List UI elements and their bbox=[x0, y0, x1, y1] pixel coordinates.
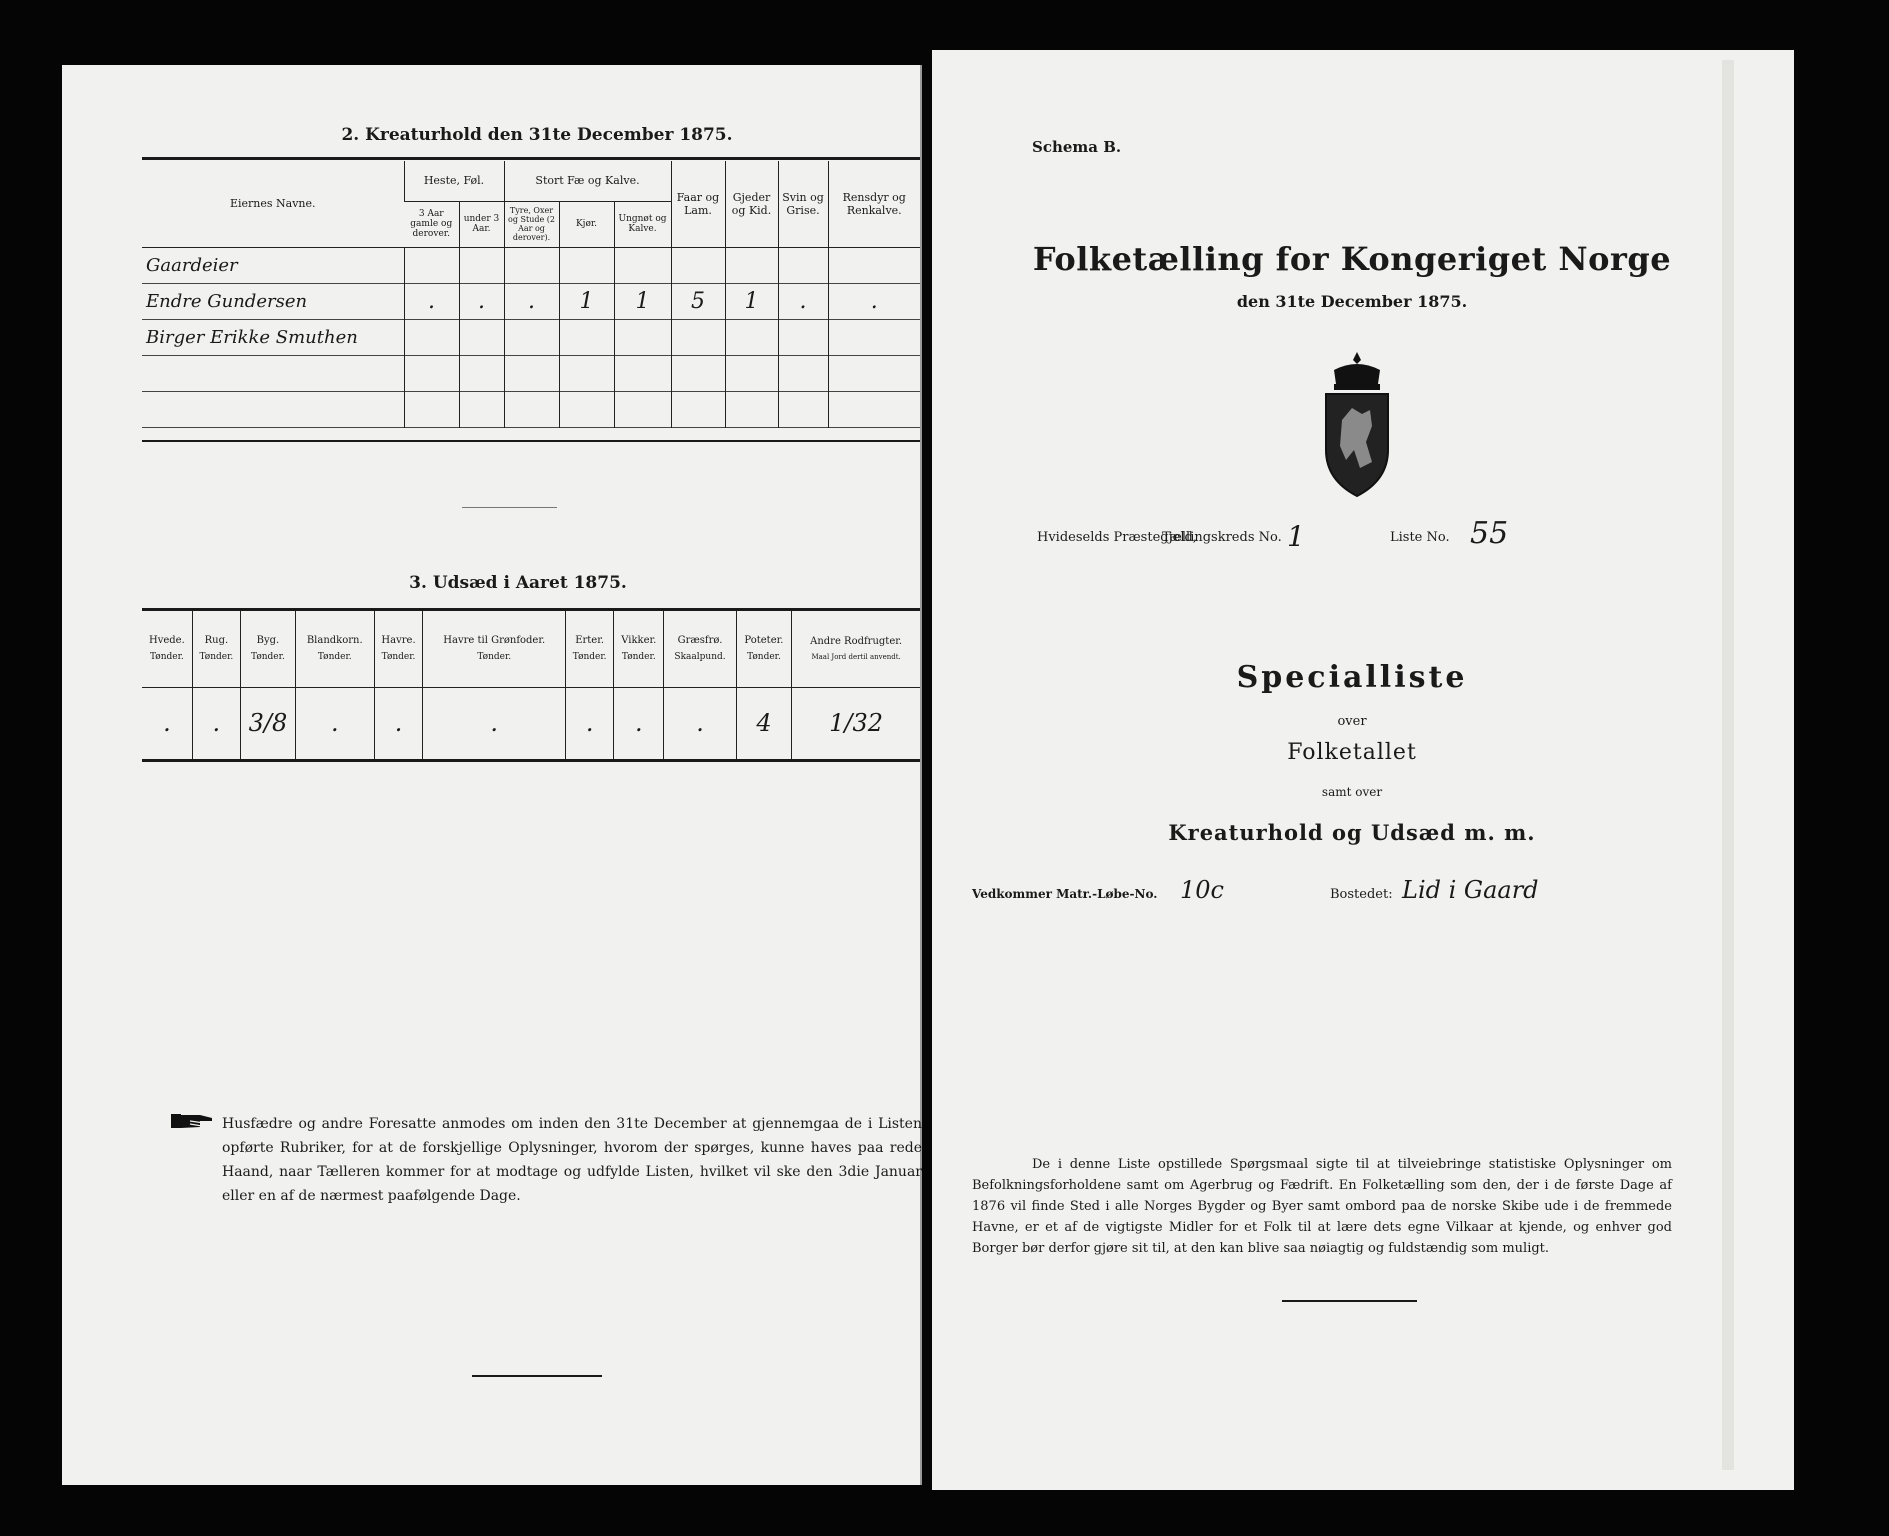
livestock-count-cell bbox=[671, 391, 725, 427]
livestock-count-cell: . bbox=[404, 283, 459, 319]
livestock-count-cell: . bbox=[459, 283, 504, 319]
livestock-count-cell bbox=[614, 355, 671, 391]
sowing-header-cell bbox=[423, 611, 566, 687]
livestock-count-cell bbox=[504, 319, 559, 355]
crop-name: Græsfrø. bbox=[677, 635, 723, 647]
sowing-header-cell bbox=[295, 611, 374, 687]
livestock-count-cell bbox=[828, 355, 920, 391]
livestock-count-cell bbox=[504, 247, 559, 283]
livestock-count-cell bbox=[504, 391, 559, 427]
sowing-value-cell: 1/32 bbox=[792, 687, 920, 759]
section3-title: 3. Udsæd i Aaret 1875. bbox=[409, 573, 627, 593]
left-page bbox=[62, 65, 922, 1485]
horses-under3-header: under 3 Aar. bbox=[459, 201, 504, 247]
crop-name: Vikker. bbox=[621, 635, 657, 647]
list-label: Liste No. bbox=[1390, 530, 1450, 545]
livestock-count-cell bbox=[459, 247, 504, 283]
livestock-count-cell: 1 bbox=[559, 283, 614, 319]
crop-unit: Tønder. bbox=[199, 652, 234, 663]
crop-unit: Tønder. bbox=[621, 652, 656, 663]
sowing-value-cell: 4 bbox=[736, 687, 792, 759]
crop-name: Havre til Grønfoder. bbox=[443, 635, 546, 647]
owner-name-cell: Endre Gundersen bbox=[146, 290, 308, 312]
livestock-count-cell: 1 bbox=[614, 283, 671, 319]
matr-label: Vedkommer Matr.-Løbe-No. bbox=[972, 887, 1158, 901]
livestock-count-cell bbox=[671, 355, 725, 391]
crop-name: Poteter. bbox=[744, 635, 784, 647]
livestock-count-cell bbox=[671, 247, 725, 283]
cows-header: Kjør. bbox=[559, 201, 614, 247]
crop-name: Blandkorn. bbox=[306, 635, 363, 647]
livestock-count-cell: . bbox=[828, 283, 920, 319]
notice-text: Husfædre og andre Foresatte anmodes om inden den 31te December at gjennemgaa de i Listen opførte Rubriker, for at de forskjellige Oplysninger, hvorom der spørges, kunne haves paa rede Haand, naar Tælleren kommer for at modtage og udfylde Listen, hvilket vil ske den 3die Januar eller en af de nærmest paafølgende Dage. bbox=[222, 1116, 922, 1204]
livestock-count-cell bbox=[828, 391, 920, 427]
horses-group-header: Heste, Føl. bbox=[404, 161, 504, 201]
livestock-row bbox=[142, 283, 920, 319]
sowing-header-cell bbox=[614, 611, 664, 687]
sowing-value-cell: . bbox=[295, 687, 374, 759]
district-label: Tællingskreds No. bbox=[1162, 530, 1282, 545]
sowing-header-cell bbox=[792, 611, 920, 687]
livestock-row bbox=[142, 355, 920, 391]
owner-name-cell: Birger Erikke Smuthen bbox=[146, 326, 358, 348]
end-rule bbox=[472, 1375, 602, 1377]
crop-unit: Tønder. bbox=[251, 652, 285, 663]
section2-title: 2. Kreaturhold den 31te December 1875. bbox=[341, 125, 733, 145]
sowing-header-cell bbox=[142, 611, 192, 687]
pointing-hand-icon bbox=[170, 1110, 214, 1136]
schema-label: Schema B. bbox=[1032, 138, 1122, 156]
livestock-count-cell bbox=[614, 247, 671, 283]
livestock-count-cell bbox=[404, 355, 459, 391]
livestock-count-cell bbox=[559, 247, 614, 283]
sheep-header: Faar og Lam. bbox=[671, 161, 725, 247]
crop-unit: Tønder. bbox=[572, 652, 607, 663]
folketallet-heading: Folketallet bbox=[1287, 740, 1417, 765]
livestock-count-cell bbox=[778, 247, 828, 283]
owner-header: Eiernes Navne. bbox=[142, 161, 404, 247]
livestock-count-cell bbox=[459, 391, 504, 427]
sowing-header-cell bbox=[240, 611, 295, 687]
livestock-count-cell: 5 bbox=[671, 283, 725, 319]
sowing-value-cell: 3/8 bbox=[240, 687, 295, 759]
sowing-header-cell bbox=[736, 611, 792, 687]
owner-name-cell: Gaardeier bbox=[146, 254, 238, 276]
samt-over-text: samt over bbox=[1321, 785, 1383, 799]
crop-name: Hvede. bbox=[148, 635, 185, 647]
crop-name: Rug. bbox=[204, 635, 229, 647]
sowing-value-cell: . bbox=[614, 687, 664, 759]
sowing-value-cell: . bbox=[664, 687, 736, 759]
kreaturhold-heading: Kreaturhold og Udsæd m. m. bbox=[1168, 820, 1536, 845]
livestock-count-cell: . bbox=[504, 283, 559, 319]
livestock-count-cell bbox=[725, 319, 778, 355]
crop-name: Erter. bbox=[575, 635, 605, 647]
main-title: Folketælling for Kongeriget Norge bbox=[1032, 240, 1672, 278]
right-page bbox=[932, 50, 1794, 1490]
livestock-count-cell bbox=[459, 319, 504, 355]
crop-unit: Maal Jord dertil anvendt. bbox=[811, 653, 901, 662]
young-cattle-header: Ungnøt og Kalve. bbox=[614, 201, 671, 247]
title-date: den 31te December 1875. bbox=[1236, 292, 1468, 311]
table2-top-rule bbox=[142, 157, 920, 160]
bosted-label: Bostedet: bbox=[1330, 887, 1393, 902]
livestock-count-cell bbox=[404, 319, 459, 355]
crop-unit: Tønder. bbox=[477, 652, 512, 663]
sowing-header-cell bbox=[374, 611, 423, 687]
crop-unit: Tønder. bbox=[381, 652, 416, 663]
pigs-header: Svin og Grise. bbox=[778, 161, 828, 247]
livestock-count-cell bbox=[671, 319, 725, 355]
sowing-value-cell: . bbox=[374, 687, 423, 759]
livestock-count-cell bbox=[778, 391, 828, 427]
goats-header: Gjeder og Kid. bbox=[725, 161, 778, 247]
sowing-header-cell bbox=[192, 611, 240, 687]
bulls-header: Tyre, Oxer og Stude (2 Aar og derover). bbox=[504, 201, 559, 247]
crop-name: Havre. bbox=[381, 635, 416, 647]
livestock-count-cell bbox=[778, 355, 828, 391]
owner-name-cell bbox=[142, 391, 404, 427]
livestock-row bbox=[142, 319, 920, 355]
specialliste-heading: Specialliste bbox=[1236, 660, 1468, 695]
parish-label: Hvideselds Præstegjeld, bbox=[1037, 530, 1197, 545]
sowing-value-cell: . bbox=[163, 709, 171, 738]
livestock-count-cell bbox=[404, 391, 459, 427]
cattle-group-header: Stort Fæ og Kalve. bbox=[504, 161, 671, 201]
sowing-table bbox=[142, 611, 920, 759]
sowing-value-cell: . bbox=[423, 687, 566, 759]
sowing-value-cell: . bbox=[192, 687, 240, 759]
over-text: over bbox=[1337, 714, 1367, 729]
crop-name: Byg. bbox=[256, 635, 280, 647]
crop-unit: Tønder. bbox=[317, 652, 352, 663]
explanation-paragraph: De i denne Liste opstillede Spørgsmaal sigte til at tilveiebringe statistiske Oplysninger om Befolkningsforholdene samt om Agerbrug og Fædrift. En Folketælling som den, der i de første Dage af 1876 vil finde Sted i alle Norges Bygder og Byer samt ombord paa de norske Skibe ude i de fremmede Havne, er et af de vigtigste Midler for et Folk til at lære dets egne Vilkaar at kjende, og enhver god Borger bør derfor gjøre sit til, at den kan blive saa nøiagtig og fuldstændig som muligt. bbox=[972, 1157, 1672, 1256]
list-number: 55 bbox=[1470, 516, 1509, 551]
crop-unit: Skaalpund. bbox=[674, 652, 726, 663]
livestock-count-cell bbox=[725, 247, 778, 283]
livestock-count-cell: . bbox=[778, 283, 828, 319]
owner-name-cell bbox=[142, 355, 404, 391]
crop-unit: Tønder. bbox=[150, 652, 184, 663]
matr-number: 10c bbox=[1180, 876, 1224, 904]
livestock-count-cell bbox=[559, 391, 614, 427]
table3-bottom-rule bbox=[142, 759, 920, 762]
crop-unit: Tønder. bbox=[747, 652, 781, 663]
livestock-table bbox=[142, 161, 920, 428]
livestock-count-cell bbox=[778, 319, 828, 355]
livestock-count-cell bbox=[459, 355, 504, 391]
divider bbox=[462, 507, 557, 508]
livestock-row bbox=[142, 247, 920, 283]
coat-of-arms-icon bbox=[1312, 350, 1402, 500]
crop-name: Andre Rodfrugter. bbox=[810, 636, 903, 648]
livestock-count-cell bbox=[559, 355, 614, 391]
right-end-rule bbox=[1282, 1300, 1417, 1302]
livestock-count-cell bbox=[614, 391, 671, 427]
sowing-header-cell bbox=[664, 611, 736, 687]
horses-3plus-header: 3 Aar gamle og derover. bbox=[404, 201, 459, 247]
page-edge bbox=[1722, 60, 1734, 1470]
livestock-count-cell bbox=[725, 355, 778, 391]
livestock-count-cell bbox=[828, 319, 920, 355]
livestock-count-cell bbox=[404, 247, 459, 283]
livestock-count-cell bbox=[504, 355, 559, 391]
livestock-row bbox=[142, 391, 920, 427]
livestock-count-cell: 1 bbox=[725, 283, 778, 319]
sowing-value-cell: . bbox=[566, 687, 614, 759]
table2-bottom-rule bbox=[142, 440, 920, 442]
livestock-count-cell bbox=[559, 319, 614, 355]
bosted-value: Lid i Gaard bbox=[1402, 876, 1539, 904]
livestock-count-cell bbox=[828, 247, 920, 283]
sowing-header-cell bbox=[566, 611, 614, 687]
reindeer-header: Rensdyr og Renkalve. bbox=[828, 161, 920, 247]
livestock-count-cell bbox=[725, 391, 778, 427]
livestock-count-cell bbox=[614, 319, 671, 355]
district-number: 1 bbox=[1287, 520, 1305, 553]
